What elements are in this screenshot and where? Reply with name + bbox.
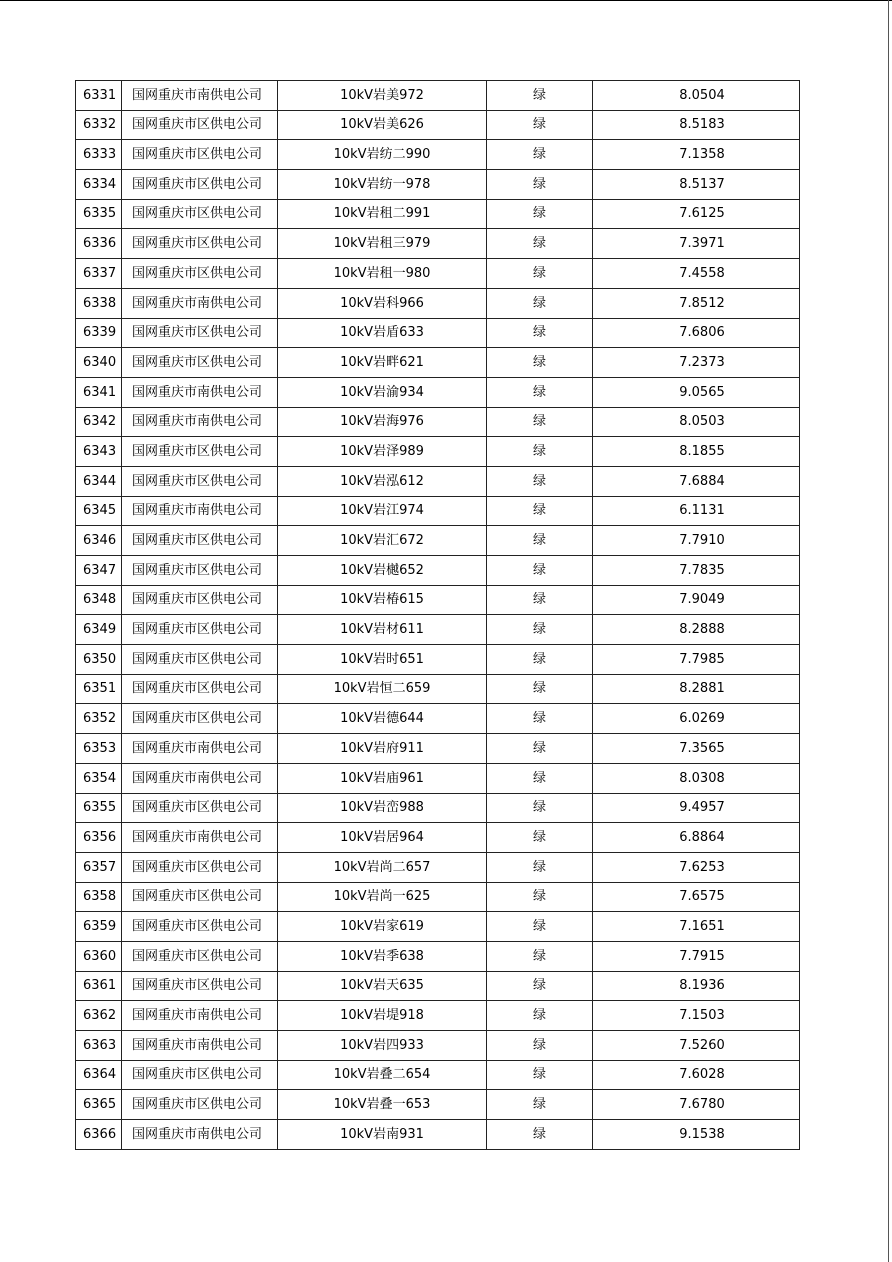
status-cell: 绿 xyxy=(487,1001,593,1031)
table-row xyxy=(76,941,800,971)
feeder-line-cell: 10kV岩叠一653 xyxy=(278,1090,487,1120)
table-row xyxy=(76,81,800,111)
status-cell: 绿 xyxy=(487,852,593,882)
feeder-line-cell: 10kV岩椿615 xyxy=(278,585,487,615)
value-cell: 7.7915 xyxy=(593,941,800,971)
status-cell: 绿 xyxy=(487,763,593,793)
feeder-line-cell: 10kV岩美972 xyxy=(278,81,487,111)
feeder-table-body xyxy=(76,81,800,1150)
row-number-cell: 6351 xyxy=(76,674,122,704)
feeder-line-cell: 10kV岩居964 xyxy=(278,823,487,853)
feeder-line-cell: 10kV岩堤918 xyxy=(278,1001,487,1031)
value-cell: 7.6884 xyxy=(593,466,800,496)
table-row xyxy=(76,852,800,882)
table-row xyxy=(76,1060,800,1090)
status-cell: 绿 xyxy=(487,110,593,140)
status-cell: 绿 xyxy=(487,407,593,437)
status-cell: 绿 xyxy=(487,81,593,111)
table-row xyxy=(76,259,800,289)
status-cell: 绿 xyxy=(487,140,593,170)
company-cell: 国网重庆市南供电公司 xyxy=(122,377,278,407)
status-cell: 绿 xyxy=(487,170,593,200)
status-cell: 绿 xyxy=(487,704,593,734)
row-number-cell: 6353 xyxy=(76,734,122,764)
value-cell: 8.1936 xyxy=(593,971,800,1001)
company-cell: 国网重庆市区供电公司 xyxy=(122,140,278,170)
value-cell: 7.6575 xyxy=(593,882,800,912)
table-row xyxy=(76,763,800,793)
row-number-cell: 6346 xyxy=(76,526,122,556)
status-cell: 绿 xyxy=(487,912,593,942)
table-row xyxy=(76,556,800,586)
table-row xyxy=(76,882,800,912)
company-cell: 国网重庆市区供电公司 xyxy=(122,793,278,823)
feeder-line-cell: 10kV岩德644 xyxy=(278,704,487,734)
feeder-line-cell: 10kV岩汇672 xyxy=(278,526,487,556)
table-row xyxy=(76,318,800,348)
feeder-line-cell: 10kV岩海976 xyxy=(278,407,487,437)
value-cell: 8.0503 xyxy=(593,407,800,437)
feeder-line-cell: 10kV岩尚二657 xyxy=(278,852,487,882)
table-row xyxy=(76,288,800,318)
company-cell: 国网重庆市区供电公司 xyxy=(122,437,278,467)
value-cell: 7.6125 xyxy=(593,199,800,229)
row-number-cell: 6333 xyxy=(76,140,122,170)
status-cell: 绿 xyxy=(487,734,593,764)
row-number-cell: 6365 xyxy=(76,1090,122,1120)
company-cell: 国网重庆市南供电公司 xyxy=(122,496,278,526)
table-row xyxy=(76,823,800,853)
table-row xyxy=(76,971,800,1001)
feeder-line-cell: 10kV岩渝934 xyxy=(278,377,487,407)
value-cell: 8.0504 xyxy=(593,81,800,111)
row-number-cell: 6358 xyxy=(76,882,122,912)
table-row xyxy=(76,674,800,704)
company-cell: 国网重庆市区供电公司 xyxy=(122,170,278,200)
value-cell: 9.0565 xyxy=(593,377,800,407)
value-cell: 9.4957 xyxy=(593,793,800,823)
company-cell: 国网重庆市区供电公司 xyxy=(122,110,278,140)
company-cell: 国网重庆市南供电公司 xyxy=(122,288,278,318)
status-cell: 绿 xyxy=(487,496,593,526)
feeder-line-cell: 10kV岩租三979 xyxy=(278,229,487,259)
table-row xyxy=(76,585,800,615)
value-cell: 8.1855 xyxy=(593,437,800,467)
row-number-cell: 6342 xyxy=(76,407,122,437)
value-cell: 7.3971 xyxy=(593,229,800,259)
company-cell: 国网重庆市区供电公司 xyxy=(122,645,278,675)
status-cell: 绿 xyxy=(487,615,593,645)
table-row xyxy=(76,348,800,378)
page-top-border xyxy=(0,0,892,1)
table-row xyxy=(76,912,800,942)
value-cell: 6.1131 xyxy=(593,496,800,526)
table-row xyxy=(76,377,800,407)
row-number-cell: 6350 xyxy=(76,645,122,675)
row-number-cell: 6338 xyxy=(76,288,122,318)
table-row xyxy=(76,140,800,170)
status-cell: 绿 xyxy=(487,526,593,556)
row-number-cell: 6340 xyxy=(76,348,122,378)
value-cell: 7.9049 xyxy=(593,585,800,615)
row-number-cell: 6364 xyxy=(76,1060,122,1090)
company-cell: 国网重庆市南供电公司 xyxy=(122,734,278,764)
table-row xyxy=(76,170,800,200)
status-cell: 绿 xyxy=(487,318,593,348)
company-cell: 国网重庆市南供电公司 xyxy=(122,407,278,437)
row-number-cell: 6357 xyxy=(76,852,122,882)
value-cell: 9.1538 xyxy=(593,1120,800,1150)
company-cell: 国网重庆市南供电公司 xyxy=(122,81,278,111)
company-cell: 国网重庆市南供电公司 xyxy=(122,1120,278,1150)
table-row xyxy=(76,615,800,645)
status-cell: 绿 xyxy=(487,437,593,467)
value-cell: 7.5260 xyxy=(593,1031,800,1061)
row-number-cell: 6363 xyxy=(76,1031,122,1061)
company-cell: 国网重庆市区供电公司 xyxy=(122,259,278,289)
table-row xyxy=(76,110,800,140)
row-number-cell: 6349 xyxy=(76,615,122,645)
value-cell: 7.6253 xyxy=(593,852,800,882)
status-cell: 绿 xyxy=(487,1060,593,1090)
value-cell: 7.7985 xyxy=(593,645,800,675)
feeder-line-cell: 10kV岩材611 xyxy=(278,615,487,645)
feeder-line-cell: 10kV岩家619 xyxy=(278,912,487,942)
feeder-line-cell: 10kV岩恒二659 xyxy=(278,674,487,704)
feeder-line-cell: 10kV岩叠二654 xyxy=(278,1060,487,1090)
feeder-line-cell: 10kV岩天635 xyxy=(278,971,487,1001)
value-cell: 7.1503 xyxy=(593,1001,800,1031)
value-cell: 8.2888 xyxy=(593,615,800,645)
feeder-line-cell: 10kV岩美626 xyxy=(278,110,487,140)
row-number-cell: 6360 xyxy=(76,941,122,971)
row-number-cell: 6362 xyxy=(76,1001,122,1031)
feeder-line-cell: 10kV岩租一980 xyxy=(278,259,487,289)
status-cell: 绿 xyxy=(487,793,593,823)
company-cell: 国网重庆市区供电公司 xyxy=(122,526,278,556)
value-cell: 7.1358 xyxy=(593,140,800,170)
status-cell: 绿 xyxy=(487,348,593,378)
table-row xyxy=(76,645,800,675)
table-row xyxy=(76,793,800,823)
company-cell: 国网重庆市南供电公司 xyxy=(122,823,278,853)
value-cell: 7.4558 xyxy=(593,259,800,289)
feeder-line-cell: 10kV岩泽989 xyxy=(278,437,487,467)
table-row xyxy=(76,526,800,556)
feeder-line-cell: 10kV岩庙961 xyxy=(278,763,487,793)
feeder-line-cell: 10kV岩纺一978 xyxy=(278,170,487,200)
value-cell: 7.6806 xyxy=(593,318,800,348)
row-number-cell: 6334 xyxy=(76,170,122,200)
value-cell: 7.3565 xyxy=(593,734,800,764)
table-row xyxy=(76,437,800,467)
status-cell: 绿 xyxy=(487,199,593,229)
value-cell: 7.2373 xyxy=(593,348,800,378)
status-cell: 绿 xyxy=(487,941,593,971)
feeder-line-cell: 10kV岩泓612 xyxy=(278,466,487,496)
company-cell: 国网重庆市南供电公司 xyxy=(122,763,278,793)
feeder-line-cell: 10kV岩江974 xyxy=(278,496,487,526)
row-number-cell: 6355 xyxy=(76,793,122,823)
row-number-cell: 6352 xyxy=(76,704,122,734)
row-number-cell: 6366 xyxy=(76,1120,122,1150)
status-cell: 绿 xyxy=(487,645,593,675)
status-cell: 绿 xyxy=(487,585,593,615)
table-row xyxy=(76,1090,800,1120)
feeder-line-cell: 10kV岩府911 xyxy=(278,734,487,764)
company-cell: 国网重庆市区供电公司 xyxy=(122,971,278,1001)
status-cell: 绿 xyxy=(487,1031,593,1061)
company-cell: 国网重庆市区供电公司 xyxy=(122,704,278,734)
row-number-cell: 6332 xyxy=(76,110,122,140)
table-row xyxy=(76,466,800,496)
table-row xyxy=(76,1001,800,1031)
company-cell: 国网重庆市区供电公司 xyxy=(122,318,278,348)
value-cell: 7.7910 xyxy=(593,526,800,556)
value-cell: 7.6028 xyxy=(593,1060,800,1090)
feeder-line-cell: 10kV岩时651 xyxy=(278,645,487,675)
row-number-cell: 6331 xyxy=(76,81,122,111)
feeder-line-cell: 10kV岩季638 xyxy=(278,941,487,971)
feeder-line-cell: 10kV岩租二991 xyxy=(278,199,487,229)
row-number-cell: 6344 xyxy=(76,466,122,496)
company-cell: 国网重庆市区供电公司 xyxy=(122,556,278,586)
company-cell: 国网重庆市区供电公司 xyxy=(122,882,278,912)
row-number-cell: 6336 xyxy=(76,229,122,259)
feeder-line-cell: 10kV岩盾633 xyxy=(278,318,487,348)
value-cell: 7.7835 xyxy=(593,556,800,586)
value-cell: 6.8864 xyxy=(593,823,800,853)
row-number-cell: 6337 xyxy=(76,259,122,289)
row-number-cell: 6347 xyxy=(76,556,122,586)
company-cell: 国网重庆市区供电公司 xyxy=(122,1090,278,1120)
row-number-cell: 6343 xyxy=(76,437,122,467)
value-cell: 6.0269 xyxy=(593,704,800,734)
company-cell: 国网重庆市区供电公司 xyxy=(122,1060,278,1090)
status-cell: 绿 xyxy=(487,1120,593,1150)
feeder-line-cell: 10kV岩尚一625 xyxy=(278,882,487,912)
company-cell: 国网重庆市区供电公司 xyxy=(122,585,278,615)
row-number-cell: 6354 xyxy=(76,763,122,793)
feeder-line-cell: 10kV岩四933 xyxy=(278,1031,487,1061)
status-cell: 绿 xyxy=(487,556,593,586)
table-row xyxy=(76,734,800,764)
value-cell: 8.5183 xyxy=(593,110,800,140)
feeder-line-cell: 10kV岩纺二990 xyxy=(278,140,487,170)
row-number-cell: 6361 xyxy=(76,971,122,1001)
status-cell: 绿 xyxy=(487,259,593,289)
page-right-border xyxy=(888,0,889,1262)
row-number-cell: 6335 xyxy=(76,199,122,229)
row-number-cell: 6341 xyxy=(76,377,122,407)
row-number-cell: 6339 xyxy=(76,318,122,348)
status-cell: 绿 xyxy=(487,377,593,407)
table-row xyxy=(76,229,800,259)
feeder-line-cell: 10kV岩科966 xyxy=(278,288,487,318)
value-cell: 7.1651 xyxy=(593,912,800,942)
row-number-cell: 6356 xyxy=(76,823,122,853)
company-cell: 国网重庆市区供电公司 xyxy=(122,615,278,645)
table-row xyxy=(76,704,800,734)
company-cell: 国网重庆市南供电公司 xyxy=(122,1031,278,1061)
table-row xyxy=(76,1120,800,1150)
status-cell: 绿 xyxy=(487,971,593,1001)
status-cell: 绿 xyxy=(487,288,593,318)
value-cell: 7.8512 xyxy=(593,288,800,318)
company-cell: 国网重庆市区供电公司 xyxy=(122,674,278,704)
table-row xyxy=(76,496,800,526)
company-cell: 国网重庆市区供电公司 xyxy=(122,852,278,882)
company-cell: 国网重庆市区供电公司 xyxy=(122,348,278,378)
row-number-cell: 6359 xyxy=(76,912,122,942)
company-cell: 国网重庆市区供电公司 xyxy=(122,199,278,229)
value-cell: 8.0308 xyxy=(593,763,800,793)
status-cell: 绿 xyxy=(487,674,593,704)
feeder-line-cell: 10kV岩畔621 xyxy=(278,348,487,378)
feeder-line-cell: 10kV岩峦988 xyxy=(278,793,487,823)
feeder-line-cell: 10kV岩南931 xyxy=(278,1120,487,1150)
company-cell: 国网重庆市区供电公司 xyxy=(122,229,278,259)
value-cell: 8.5137 xyxy=(593,170,800,200)
table-row xyxy=(76,199,800,229)
status-cell: 绿 xyxy=(487,882,593,912)
table-row xyxy=(76,407,800,437)
feeder-table xyxy=(75,80,800,1150)
company-cell: 国网重庆市区供电公司 xyxy=(122,941,278,971)
company-cell: 国网重庆市区供电公司 xyxy=(122,912,278,942)
row-number-cell: 6348 xyxy=(76,585,122,615)
company-cell: 国网重庆市南供电公司 xyxy=(122,1001,278,1031)
status-cell: 绿 xyxy=(487,1090,593,1120)
table-row xyxy=(76,1031,800,1061)
feeder-line-cell: 10kV岩樾652 xyxy=(278,556,487,586)
status-cell: 绿 xyxy=(487,823,593,853)
value-cell: 8.2881 xyxy=(593,674,800,704)
status-cell: 绿 xyxy=(487,466,593,496)
company-cell: 国网重庆市区供电公司 xyxy=(122,466,278,496)
row-number-cell: 6345 xyxy=(76,496,122,526)
value-cell: 7.6780 xyxy=(593,1090,800,1120)
status-cell: 绿 xyxy=(487,229,593,259)
